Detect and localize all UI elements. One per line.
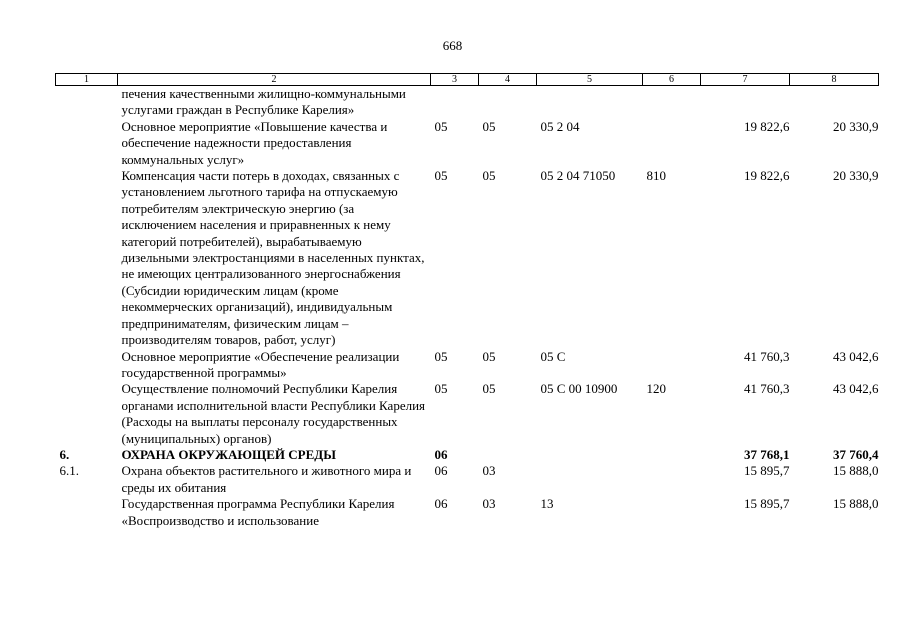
row-number xyxy=(56,168,118,348)
row-amount-year-1: 37 768,1 xyxy=(744,446,790,462)
row-section-code: 05 xyxy=(434,168,448,184)
row-number: 6. xyxy=(59,446,70,462)
row-amount-year-2: 15 888,0 xyxy=(833,463,879,479)
budget-table xyxy=(55,73,879,529)
table-row xyxy=(56,463,879,496)
row-number: 6.1. xyxy=(59,463,79,479)
row-subsection-code: 05 xyxy=(482,118,496,134)
row-name: печения качественными жилищно-коммунальными услугами граждан в Республике Карелия» xyxy=(121,86,406,118)
row-amount-year-1: 41 760,3 xyxy=(744,348,790,364)
row-name: ОХРАНА ОКРУЖАЮЩЕЙ СРЕДЫ xyxy=(121,446,336,462)
row-subsection-code: 03 xyxy=(482,496,496,512)
row-section-code: 06 xyxy=(434,463,448,479)
row-target-article: 13 xyxy=(540,496,554,512)
row-amount-year-1: 19 822,6 xyxy=(744,168,790,184)
row-subsection-code xyxy=(479,86,537,119)
row-amount-year-2: 37 760,4 xyxy=(833,446,879,462)
table-row xyxy=(56,381,879,447)
row-name: Основное мероприятие «Обеспечение реализации государственной программы» xyxy=(121,348,400,380)
page-number: 668 xyxy=(442,38,463,53)
row-amount-year-1: 15 895,7 xyxy=(744,463,790,479)
row-expense-type xyxy=(643,119,701,168)
table-row xyxy=(56,496,879,529)
row-amount-year-1 xyxy=(701,86,790,119)
row-amount-year-2: 43 042,6 xyxy=(833,348,879,364)
row-expense-type: 120 xyxy=(646,381,666,397)
row-amount-year-1: 15 895,7 xyxy=(744,496,790,512)
row-expense-type xyxy=(643,447,701,463)
row-expense-type xyxy=(643,496,701,529)
table-row xyxy=(56,349,879,382)
row-name: Охрана объектов растительного и животного мира и среды их обитания xyxy=(121,463,412,495)
column-header: 3 xyxy=(431,74,479,86)
row-amount-year-1: 41 760,3 xyxy=(744,381,790,397)
row-expense-type xyxy=(643,349,701,382)
row-number xyxy=(56,119,118,168)
row-section-code: 06 xyxy=(434,496,448,512)
row-target-article: 05 С 00 10900 xyxy=(540,381,618,397)
row-name: Осуществление полномочий Республики Карелия органами исполнительной власти Республики Карелия (Расходы на выплаты персоналу государственных (муниципальных) органов) xyxy=(121,381,426,446)
row-amount-year-1: 19 822,6 xyxy=(744,118,790,134)
row-subsection-code: 03 xyxy=(482,463,496,479)
row-section-code: 05 xyxy=(434,381,448,397)
column-header: 8 xyxy=(790,74,879,86)
column-number-row xyxy=(56,74,879,86)
row-target-article xyxy=(537,86,643,119)
row-name: Государственная программа Республики Карелия «Воспроизводство и использование xyxy=(121,496,395,528)
row-amount-year-2: 43 042,6 xyxy=(833,381,879,397)
row-number xyxy=(56,86,118,119)
column-header: 7 xyxy=(701,74,790,86)
row-subsection-code: 05 xyxy=(482,381,496,397)
row-name: Компенсация части потерь в доходах, связанных с установлением льготного тарифа на отпускаемую потребителям электрическую энергию (за исключением населения и приравненных к нему категорий потребителей), вырабатываемую дизельными электростанциями в населенных пунктах, не имеющих централизованного энергоснабжения (Субсидии юридическим лицам (кроме некоммерческих организаций), индивидуальным предпринимателям, физическим лицам – производителям товаров, работ, услуг) xyxy=(121,168,425,348)
row-section-code: 05 xyxy=(434,348,448,364)
row-section-code: 05 xyxy=(434,118,448,134)
row-amount-year-2: 20 330,9 xyxy=(833,168,879,184)
column-header: 2 xyxy=(118,74,431,86)
row-section-code xyxy=(431,86,479,119)
row-number xyxy=(56,381,118,447)
row-expense-type: 810 xyxy=(646,168,666,184)
column-header: 4 xyxy=(479,74,537,86)
table-row xyxy=(56,447,879,463)
row-target-article: 05 С xyxy=(540,348,566,364)
column-header: 5 xyxy=(537,74,643,86)
table-row xyxy=(56,86,879,119)
row-number xyxy=(56,349,118,382)
row-expense-type xyxy=(643,86,701,119)
row-section-code: 06 xyxy=(434,446,448,462)
row-subsection-code: 05 xyxy=(482,168,496,184)
row-amount-year-2: 15 888,0 xyxy=(833,496,879,512)
row-target-article: 05 2 04 xyxy=(540,118,580,134)
row-amount-year-2: 20 330,9 xyxy=(833,118,879,134)
row-name: Основное мероприятие «Повышение качества и обеспечение надежности предоставления коммунальных услуг» xyxy=(121,118,388,167)
row-target-article xyxy=(537,463,643,496)
row-subsection-code xyxy=(479,447,537,463)
row-number xyxy=(56,496,118,529)
table-row xyxy=(56,168,879,348)
row-expense-type xyxy=(643,463,701,496)
table-row xyxy=(56,119,879,168)
row-target-article xyxy=(537,447,643,463)
row-amount-year-2 xyxy=(790,86,879,119)
row-target-article: 05 2 04 71050 xyxy=(540,168,616,184)
row-subsection-code: 05 xyxy=(482,348,496,364)
column-header: 1 xyxy=(56,74,118,86)
column-header: 6 xyxy=(643,74,701,86)
